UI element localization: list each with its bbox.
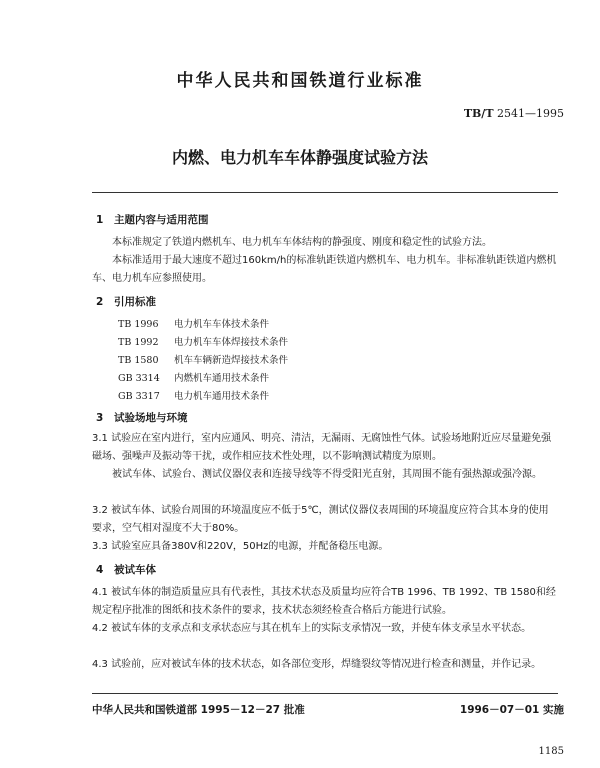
reference-name: 电力机车通用技术条件: [174, 391, 270, 402]
section-title: 试验场地与环境: [114, 412, 188, 424]
top-divider: [92, 192, 558, 193]
section-number: 3: [96, 412, 104, 424]
reference-name: 电力机车车体技术条件: [174, 319, 270, 330]
approval-line: 中华人民共和国铁道部 1995－12－27 批准: [92, 704, 305, 716]
reference-item: [118, 316, 288, 334]
section-2-heading: [96, 294, 156, 309]
reference-item: [118, 370, 288, 388]
org-title: 中华人民共和国铁道行业标准: [176, 71, 424, 91]
reference-name: 电力机车车体焊接技术条件: [174, 337, 289, 348]
section-number: 4: [96, 564, 104, 576]
reference-code: TB 1580: [118, 355, 159, 366]
reference-code: TB 1992: [118, 337, 159, 348]
section-number: 1: [96, 214, 104, 226]
standard-code: 2541—1995: [497, 107, 564, 120]
section-title: 被试车体: [114, 564, 156, 576]
section-4-heading: [96, 562, 156, 577]
reference-name: 内燃机车通用技术条件: [174, 373, 270, 384]
reference-item: [118, 334, 288, 352]
effective-date: 1996－07－01 实施: [459, 704, 564, 716]
clause-4-1: 4.1 被试车体的制造质量应具有代表性，其技术状态及质量均应符合TB 1996、TB 1992、TB 1580和经规定程序批准的图纸和技术条件的要求，技术状态须经检查合格后方能进行试验。: [92, 587, 556, 616]
standard-number: [464, 107, 564, 120]
reference-item: [118, 352, 288, 370]
reference-name: 机车车辆新造焊接技术条件: [174, 355, 289, 366]
section-3-heading: [96, 410, 188, 425]
document-title: 内燃、电力机车车体静强度试验方法: [171, 148, 428, 167]
section-title: 引用标准: [114, 296, 156, 308]
reference-list: [118, 316, 288, 406]
clause-3-2: 3.2 被试车体、试验台周围的环境温度应不低于5℃，测试仪器仪表周围的环境温度应符合其本身的使用要求，空气相对湿度不大于80%。: [92, 505, 549, 534]
section-1-heading: [96, 212, 209, 227]
page-number: 1185: [538, 746, 564, 757]
bottom-divider: [92, 693, 558, 694]
section-1-paragraph-1: 本标准规定了铁道内燃机车、电力机车车体结构的静强度、刚度和稳定性的试验方法。: [112, 237, 492, 248]
reference-code: TB 1996: [118, 319, 159, 330]
section-3-paragraph: 被试车体、试验台、测试仪器仪表和连接导线等不得受阳光直射，其周围不能有强热源或强冷源。: [112, 469, 542, 480]
clause-3-3: 3.3 试验室应具备380V和220V，50Hz的电源，并配备稳压电源。: [92, 541, 389, 552]
reference-code: GB 3314: [118, 373, 160, 384]
clause-4-2: 4.2 被试车体的支承点和支承状态应与其在机车上的实际支承情况一致，并使车体支承呈水平状态。: [92, 623, 532, 634]
clause-4-3: 4.3 试验前，应对被试车体的技术状态，如各部位变形，焊缝裂纹等情况进行检查和测量，并作记录。: [92, 659, 542, 670]
reference-item: [118, 388, 288, 406]
section-1-paragraph-2: 本标准适用于最大速度不超过160km/h的标准轨距铁道内燃机车、电力机车。非标准轨距铁道内燃机车、电力机车应参照使用。: [92, 255, 557, 284]
standard-prefix: TB/T: [463, 107, 494, 120]
section-title: 主题内容与适用范围: [114, 214, 209, 226]
clause-3-1: 3.1 试验应在室内进行，室内应通风、明亮、清洁，无漏雨、无腐蚀性气体。试验场地附近应尽量避免强磁场、强噪声及振动等干扰，或作相应技术性处理，以不影响测试精度为原则。: [92, 433, 552, 462]
reference-code: GB 3317: [118, 391, 160, 402]
section-number: 2: [96, 296, 104, 308]
